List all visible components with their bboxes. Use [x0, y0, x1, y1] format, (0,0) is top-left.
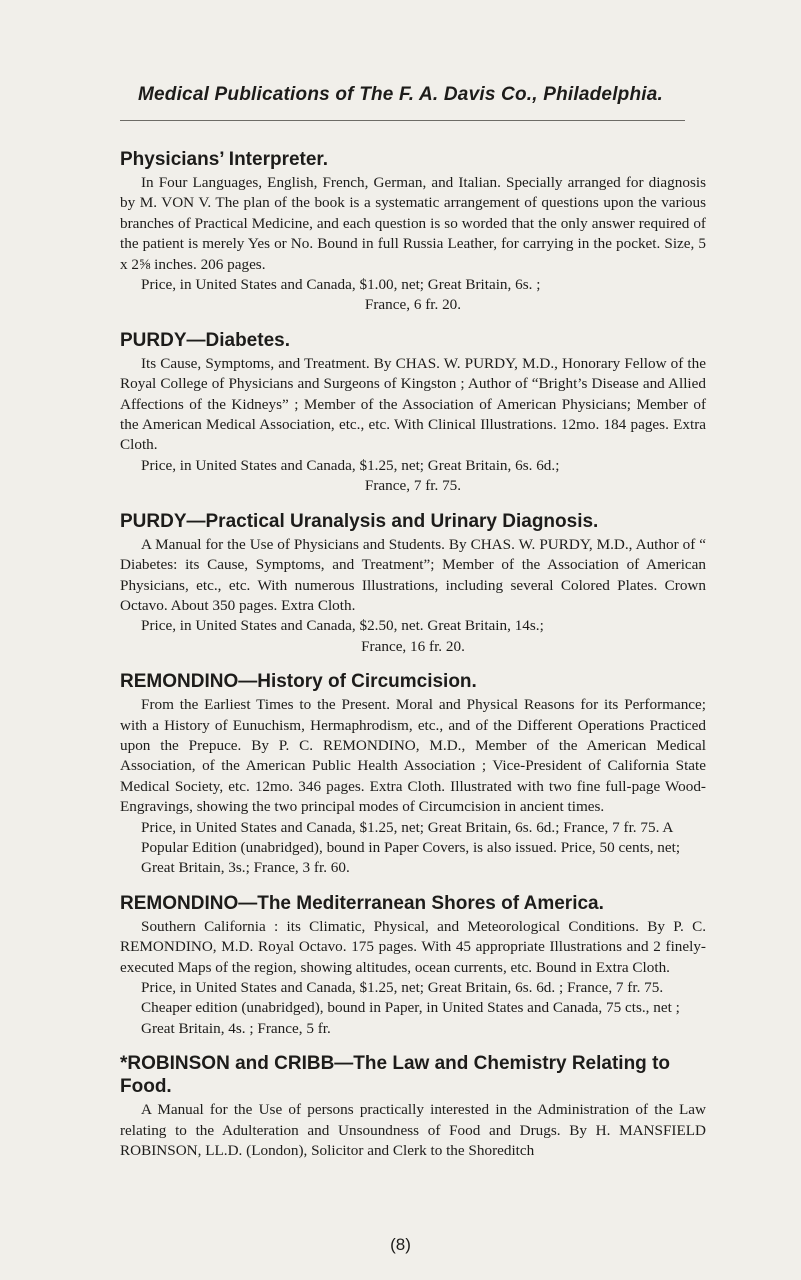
entry-title: *ROBINSON and CRIBB—The Law and Chemistry Relating to Food.	[120, 1053, 670, 1098]
entry-description: Southern California : its Climatic, Physical, and Meteorological Conditions. By P. C. REMONDINO, M.D. Royal Octavo. 175 pages. With 45 appropriate Illustrations and 2 finely-executed Maps of the region, showing altitudes, ocean currents, etc. Bound in Extra Cloth.	[120, 917, 706, 976]
price-line: Price, in United States and Canada, $1.25, net; Great Britain, 6s. 6d.; France, 7 fr. 75. A Popular Edition (unabridged), bound in Paper Covers, is also issued. Price, 50 cents, net; Great Britain, 3s.; France, 3 fr. 60.	[141, 818, 681, 877]
entry-remondino-circumcision	[120, 670, 706, 879]
price-line: Price, in United States and Canada, $1.25, net; Great Britain, 6s. 6d. ; France, 7 fr. 75. Cheaper edition (unabridged), bound in Paper, in United States and Canada, 75 cts., net ; Great Britain, 4s. ; France, 5 fr.	[141, 979, 680, 1037]
price-line: Price, in United States and Canada, $1.25, net; Great Britain, 6s. 6d.;	[141, 456, 560, 474]
price-line: Price, in United States and Canada, $1.00, net; Great Britain, 6s. ;	[141, 276, 541, 294]
entry-remondino-mediterranean	[120, 892, 706, 1039]
entry-price	[120, 275, 706, 316]
entry-purdy-uranalysis	[120, 510, 706, 657]
entry-purdy-diabetes	[120, 329, 706, 497]
entry-robinson-cribb	[120, 1052, 706, 1161]
entry-title: PURDY—Practical Uranalysis and Urinary Diagnosis.	[120, 510, 599, 532]
price-line: France, 7 fr. 75.	[364, 477, 462, 495]
entry-description: A Manual for the Use of persons practically interested in the Administration of the Law relating to the Adulteration and Unsoundness of Food and Drugs. By H. MANSFIELD ROBINSON, LL.D. (London), Solicitor and Clerk to the Shoreditch	[120, 1101, 706, 1160]
entry-title: Physicians’ Interpreter.	[120, 149, 329, 170]
price-line: France, 16 fr. 20.	[361, 637, 465, 655]
entry-price	[120, 616, 706, 657]
entry-price	[120, 978, 706, 1039]
price-line: Price, in United States and Canada, $2.50, net. Great Britain, 14s.;	[141, 617, 544, 635]
price-line: France, 6 fr. 20.	[364, 296, 462, 314]
header-rule	[120, 120, 685, 121]
entry-description: In Four Languages, English, French, German, and Italian. Specially arranged for diagnosis by M. VON V. The plan of the book is a systematic arrangement of questions upon the various branches of Practical Medicine, and each question is so worded that the only answer required of the patient is merely Yes or No. Bound in full Russia Leather, for carrying in the pocket. Size, 5 x 2⅝ inches. 206 pages.	[120, 174, 706, 273]
entry-description: From the Earliest Times to the Present. Moral and Physical Reasons for its Performance; with a History of Eunuchism, Hermaphrodism, etc., and of the Different Operations Practiced upon the Prepuce. By P. C. REMONDINO, M.D., Member of the American Medical Association, of the American Public Health Association ; Vice-President of California State Medical Society, etc. 12mo. 346 pages. Extra Cloth. Illustrated with two fine full-page Wood-Engravings, showing the two principal modes of Circumcision in ancient times.	[120, 696, 706, 816]
entry-title: REMONDINO—The Mediterranean Shores of America.	[120, 892, 604, 914]
publication-list	[120, 148, 706, 1161]
entry-price	[120, 818, 706, 879]
entry-description: Its Cause, Symptoms, and Treatment. By CHAS. W. PURDY, M.D., Honorary Fellow of the Royal College of Physicians and Surgeons of Kingston ; Author of “Bright’s Disease and Allied Affections of the Kidneys” ; Member of the Association of American Physicians; Member of the American Medical Association, etc., etc. With Clinical Illustrations. 12mo. 184 pages. Extra Cloth.	[120, 354, 706, 454]
entry-title: REMONDINO—History of Circumcision.	[120, 671, 477, 693]
running-header: Medical Publications of The F. A. Davis Co., Philadelphia.	[137, 84, 664, 105]
entry-title: PURDY—Diabetes.	[120, 329, 290, 351]
entry-physicians-interpreter	[120, 148, 706, 316]
page-number: (8)	[390, 1235, 411, 1254]
entry-price	[120, 456, 706, 497]
entry-description: A Manual for the Use of Physicians and Students. By CHAS. W. PURDY, M.D., Author of “ Diabetes: its Cause, Symptoms, and Treatment”; Member of the Association of American Physicians, etc., etc. With numerous Illustrations, including several Colored Plates. Crown Octavo. About 350 pages. Extra Cloth.	[120, 535, 706, 614]
